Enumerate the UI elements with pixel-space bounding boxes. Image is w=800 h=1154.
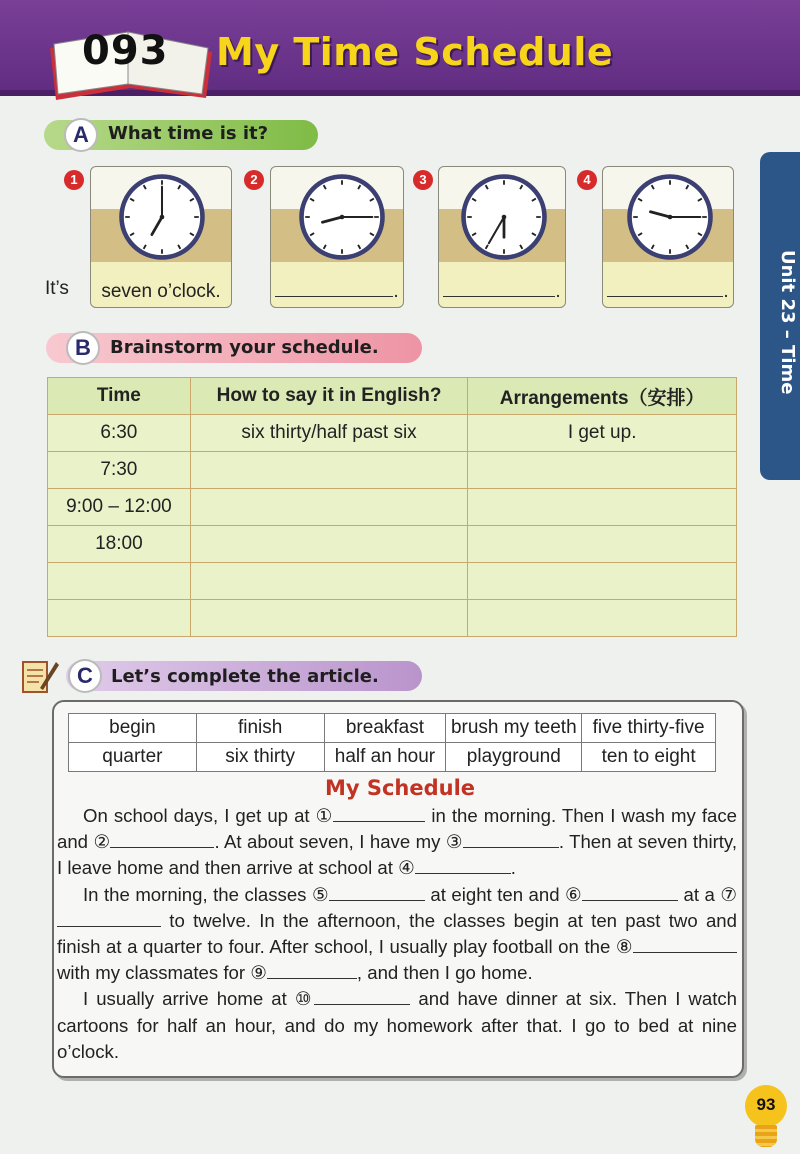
answer-blank[interactable] [57,909,161,927]
clock-answer: seven o’clock. [101,281,221,302]
english-cell[interactable] [190,600,468,637]
english-cell[interactable] [190,563,468,600]
blank-number: ⑤ [311,883,329,905]
clock-card [90,166,232,308]
blank-number: ② [93,831,111,853]
clock-icon [293,171,391,263]
section-a-letter: A [64,118,98,152]
answer-blank[interactable]: . [603,279,733,303]
clock-center [668,215,673,220]
time-cell: 7:30 [48,452,191,489]
arrangement-cell[interactable] [468,489,737,526]
schedule-table [47,377,737,637]
arrangement-cell[interactable] [468,600,737,637]
clock-center [502,215,507,220]
article-text: at a [678,883,721,905]
article-title: My Schedule [324,776,476,800]
table-row [48,526,737,563]
time-cell: 9:00 – 12:00 [48,489,191,526]
article-text: . At about seven, I have my [214,831,446,853]
clock-card [602,166,734,308]
article-text: in the morning. Then I wash my face and [57,805,737,853]
answer-blank[interactable] [329,883,425,901]
article-text: In the morning, the classes [83,883,312,905]
word-bank-item: six thirty [196,743,324,772]
article-text: with my classmates for [57,962,251,984]
word-bank-row [69,714,716,743]
blank-number: ⑨ [250,962,267,984]
section-b-letter: B [66,331,100,365]
article-text: On school days, I get up at [83,805,316,826]
blank-number: ① [315,805,334,826]
table-row [48,489,737,526]
article-paragraph [57,986,737,1065]
article-text: to twelve. In the afternoon, the classes begin at ten past two and finish at a quarter to four. After school, I usually play football on the [57,909,737,958]
arrangement-cell[interactable] [468,526,737,563]
article-text: . [510,857,516,879]
article-paragraph [57,803,737,882]
arrangement-cell[interactable] [468,563,737,600]
table-row [48,415,737,452]
article-text: , and then I go home. [356,962,533,984]
article-text: . Then at seven thirty, I leave home and then arrive at school at [57,831,738,879]
clock-icon [113,171,211,263]
arrangement-cell[interactable] [468,452,737,489]
english-cell[interactable] [190,489,468,526]
answer-blank[interactable] [415,856,511,874]
word-bank-item: half an hour [324,743,446,772]
clock-number-badge: 2 [244,170,264,190]
english-cell[interactable] [190,526,468,563]
time-cell: 18:00 [48,526,191,563]
time-cell[interactable] [48,563,191,600]
english-cell: six thirty/half past six [190,415,468,452]
section-c-title: Let’s complete the article. [111,666,379,687]
its-prefix: It’s [45,278,69,299]
answer-blank[interactable] [314,987,410,1005]
article-body [57,803,737,1065]
table-row [48,563,737,600]
article-paragraph [57,882,737,987]
word-bank-item: playground [446,743,582,772]
section-b-title: Brainstorm your schedule. [110,337,379,358]
blank-number: ⑦ [720,883,737,905]
table-row [48,452,737,489]
page-title: My Time Schedule [216,30,614,74]
clock-icon [455,171,553,263]
word-bank-item: breakfast [324,714,446,743]
column-header: Arrangements（安排） [468,378,737,415]
word-bank-item: ten to eight [582,743,716,772]
blank-number: ③ [445,831,463,853]
clock-center [340,215,345,220]
section-a-title: What time is it? [108,123,269,144]
word-bank-item: brush my teeth [446,714,582,743]
answer-blank[interactable] [582,883,678,901]
column-header: How to say it in English? [190,378,468,415]
word-bank-item: quarter [69,743,197,772]
lesson-number: 093 [82,28,169,74]
table-row [48,600,737,637]
table-header-row [48,378,737,415]
clock-center [160,215,165,220]
clock-icon [621,171,719,263]
arrangement-cell: I get up. [468,415,737,452]
blank-number: ⑥ [565,883,583,905]
answer-blank[interactable]: . [439,279,565,303]
article-text: and have dinner at six. Then I watch cartoons for half an hour, and do my homework after that. I go to bed at nine o’clock. [57,988,737,1062]
unit-side-tab-label: Unit 23 – Time [777,250,798,395]
answer-blank[interactable] [463,830,559,848]
lightbulb-icon [755,1125,777,1147]
section-c-letter: C [68,659,102,693]
answer-blank[interactable] [333,804,425,822]
answer-blank[interactable]: . [271,279,403,303]
article-text: I usually arrive home at [83,988,295,1010]
word-bank [68,713,716,772]
writing-icon [20,656,60,696]
clock-card [438,166,566,308]
word-bank-item: five thirty-five [582,714,716,743]
word-bank-row [69,743,716,772]
answer-blank[interactable] [633,935,737,953]
blank-number: ⑧ [615,936,633,958]
blank-number: ⑩ [294,988,315,1010]
page-number: 93 [745,1085,787,1127]
word-bank-item: finish [196,714,324,743]
word-bank-item: begin [69,714,197,743]
clock-card [270,166,404,308]
answer-blank[interactable] [267,961,357,979]
answer-blank[interactable] [110,830,214,848]
article-text: at eight ten and [424,883,566,905]
clock-number-badge: 4 [577,170,597,190]
clock-number-badge: 3 [413,170,433,190]
column-header: Time [48,378,191,415]
english-cell[interactable] [190,452,468,489]
blank-number: ④ [398,857,415,879]
time-cell: 6:30 [48,415,191,452]
clock-number-badge: 1 [64,170,84,190]
time-cell[interactable] [48,600,191,637]
